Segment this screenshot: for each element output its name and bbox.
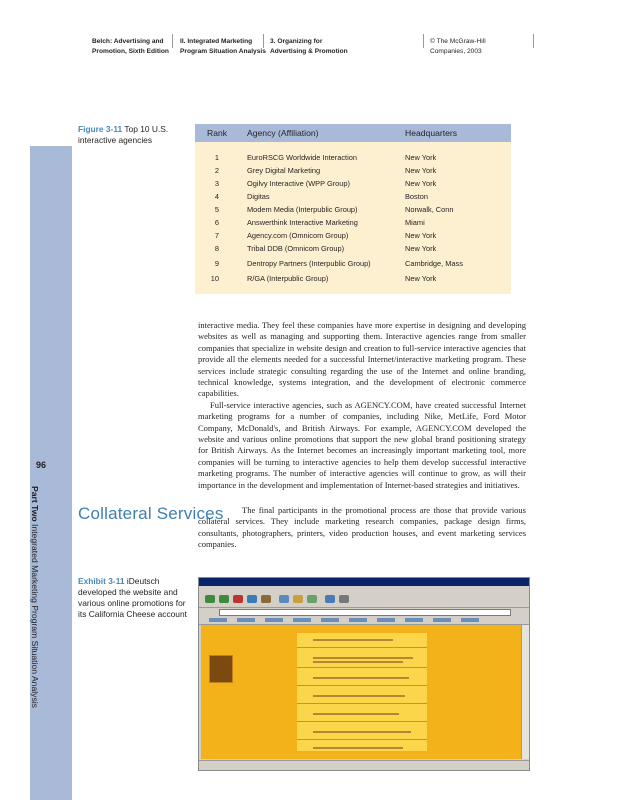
stop-icon xyxy=(233,595,243,603)
menu-text-line xyxy=(313,661,403,663)
refresh-icon xyxy=(247,595,257,603)
header-line: Promotion, Sixth Edition xyxy=(92,48,169,55)
table-row xyxy=(195,244,511,257)
table-cell: 1 xyxy=(214,153,219,162)
figure-label: Figure 3-11 xyxy=(78,124,123,134)
back-icon xyxy=(205,595,215,603)
browser-scrollbar xyxy=(521,625,530,759)
side-label-title: Integrated Marketing Program Situation Analysis xyxy=(30,524,40,708)
browser-statusbar xyxy=(199,760,529,771)
table-row xyxy=(195,205,511,218)
table-cell: New York xyxy=(405,179,437,188)
figure-caption xyxy=(78,124,188,145)
link-button xyxy=(377,618,395,622)
menu-divider xyxy=(297,721,427,722)
table-row xyxy=(195,179,511,192)
table-cell: New York xyxy=(405,244,437,253)
search-icon xyxy=(279,595,289,603)
section-title: Collateral Services xyxy=(78,504,224,523)
table-cell: Miami xyxy=(405,218,425,227)
table-cell: 3 xyxy=(214,179,219,188)
menu-divider xyxy=(297,703,427,704)
table-cell: Digitas xyxy=(247,192,270,201)
table-cell: EuroRSCG Worldwide Interaction xyxy=(247,153,357,162)
header-divider xyxy=(172,34,173,48)
link-button xyxy=(349,618,367,622)
table-cell: 4 xyxy=(214,192,219,201)
table-cell: New York xyxy=(405,166,437,175)
table-cell: New York xyxy=(405,231,437,240)
menu-text-line xyxy=(313,695,405,697)
menu-divider xyxy=(297,685,427,686)
table-cell: 6 xyxy=(214,218,219,227)
exhibit-caption-text: iDeutsch developed the website and various online promotions for its California Cheese account xyxy=(78,576,187,619)
link-button xyxy=(405,618,423,622)
table-header xyxy=(195,124,511,142)
section-paragraph: The final participants in the promotional process are those that provide various collateral services. They include marketing research companies, package design firms, consultants, photographers, printers, video production houses, and event marketing services companies. xyxy=(198,505,526,550)
browser-address-bar xyxy=(199,608,529,615)
menu-divider xyxy=(297,647,427,648)
table-cell: R/GA (Interpublic Group) xyxy=(247,274,329,283)
table-row xyxy=(195,231,511,244)
table-header-cell: Agency (Affiliation) xyxy=(247,128,319,138)
table-row xyxy=(195,218,511,231)
table-row xyxy=(195,274,511,287)
table-cell: Modem Media (Interpublic Group) xyxy=(247,205,358,214)
table-row xyxy=(195,153,511,166)
browser-links-bar xyxy=(199,616,529,625)
body-paragraph: interactive media. They feel these companies have more expertise in designing and developing websites as well as managing and supporting them. Interactive agencies range from smaller companies that specialize in website design and creation to full-service interactive agencies that provide all the elements needed for a successful Internet/interactive marketing program. These services include strategic consulting regarding the use of the Internet and online branding, technical knowledge, systems integration, and the development of electronic commerce capabilities. xyxy=(198,320,526,399)
table-cell: Dentropy Partners (Interpublic Group) xyxy=(247,259,371,268)
browser-titlebar xyxy=(199,578,529,586)
table-cell: 7 xyxy=(214,231,219,240)
header-col4 xyxy=(430,37,486,57)
address-field xyxy=(219,609,511,616)
header-line: II. Integrated Marketing xyxy=(180,38,253,45)
mail-icon xyxy=(325,595,335,603)
table-cell: 10 xyxy=(210,274,219,283)
figure-caption-text: Top 10 U.S. interactive agencies xyxy=(78,124,169,145)
print-icon xyxy=(339,595,349,603)
link-button xyxy=(209,618,227,622)
browser-toolbar xyxy=(199,593,529,608)
menu-text-line xyxy=(313,677,409,679)
table-cell: Cambridge, Mass xyxy=(405,259,463,268)
table-cell: New York xyxy=(405,153,437,162)
header-line: © The McGraw-Hill xyxy=(430,38,486,45)
side-label-part: Part Two xyxy=(30,486,40,522)
agency-table xyxy=(195,124,511,294)
history-icon xyxy=(307,595,317,603)
cheese-logo xyxy=(209,655,233,683)
home-icon xyxy=(261,595,271,603)
section-text xyxy=(198,505,526,551)
page-number: 96 xyxy=(35,460,46,470)
link-button xyxy=(433,618,451,622)
link-button xyxy=(321,618,339,622)
browser-menubar xyxy=(199,586,529,593)
header-col2 xyxy=(180,37,266,57)
link-button xyxy=(265,618,283,622)
body-paragraph: Full-service interactive agencies, such as AGENCY.COM, have created successful Internet marketing programs for a number of companies, including Nike, MetLife, Ford Motor Company, McDonald's, and British Airways. For example, AGENCY.COM developed the website and various online promotions that support the new global brand positioning strategy for British Airways. As the Internet becomes an increasingly important marketing tool, more companies will be turning to interactive agencies to help them develop successful interactive marketing programs. The number of interactive agencies will continue to grow, as will their importance in the development and implementation of Internet-based strategies and initiatives. xyxy=(198,399,526,490)
menu-divider xyxy=(297,739,427,740)
website-content xyxy=(201,625,521,759)
header-divider xyxy=(263,34,264,48)
table-cell: 9 xyxy=(214,259,219,268)
link-button xyxy=(237,618,255,622)
header-col3 xyxy=(270,37,348,57)
menu-text-line xyxy=(313,713,399,715)
table-cell: Agency.com (Omnicom Group) xyxy=(247,231,349,240)
header-line: Belch: Advertising and xyxy=(92,38,164,45)
header-col1 xyxy=(92,37,169,57)
menu-text-line xyxy=(313,747,403,749)
menu-text-line xyxy=(313,657,413,659)
menu-divider xyxy=(297,667,427,668)
table-cell: Ogilvy Interactive (WPP Group) xyxy=(247,179,350,188)
table-row xyxy=(195,166,511,179)
header-divider xyxy=(423,34,424,48)
menu-text-line xyxy=(313,731,411,733)
link-button xyxy=(293,618,311,622)
exhibit-caption xyxy=(78,576,188,620)
side-label xyxy=(30,486,40,708)
header-line: Companies, 2003 xyxy=(430,48,482,55)
link-button xyxy=(461,618,479,622)
header-line: Program Situation Analysis xyxy=(180,48,266,55)
table-cell: 8 xyxy=(214,244,219,253)
table-cell: Tribal DDB (Omnicom Group) xyxy=(247,244,345,253)
table-header-cell: Rank xyxy=(207,128,228,138)
table-cell: Norwalk, Conn xyxy=(405,205,454,214)
table-cell: Boston xyxy=(405,192,429,201)
menu-text-line xyxy=(313,639,393,641)
table-cell: 5 xyxy=(214,205,219,214)
favorites-icon xyxy=(293,595,303,603)
header-divider xyxy=(533,34,534,48)
body-text xyxy=(198,320,526,491)
exhibit-label: Exhibit 3-11 xyxy=(78,576,125,586)
website-menu-panel xyxy=(297,633,427,751)
table-row xyxy=(195,192,511,205)
exhibit-screenshot xyxy=(198,577,530,771)
table-cell: Answerthink Interactive Marketing xyxy=(247,218,358,227)
table-cell: Grey Digital Marketing xyxy=(247,166,321,175)
forward-icon xyxy=(219,595,229,603)
table-row xyxy=(195,259,511,272)
header-line: Advertising & Promotion xyxy=(270,48,348,55)
header-line: 3. Organizing for xyxy=(270,38,323,45)
table-cell: 2 xyxy=(214,166,219,175)
table-cell: New York xyxy=(405,274,437,283)
table-header-cell: Headquarters xyxy=(405,128,458,138)
